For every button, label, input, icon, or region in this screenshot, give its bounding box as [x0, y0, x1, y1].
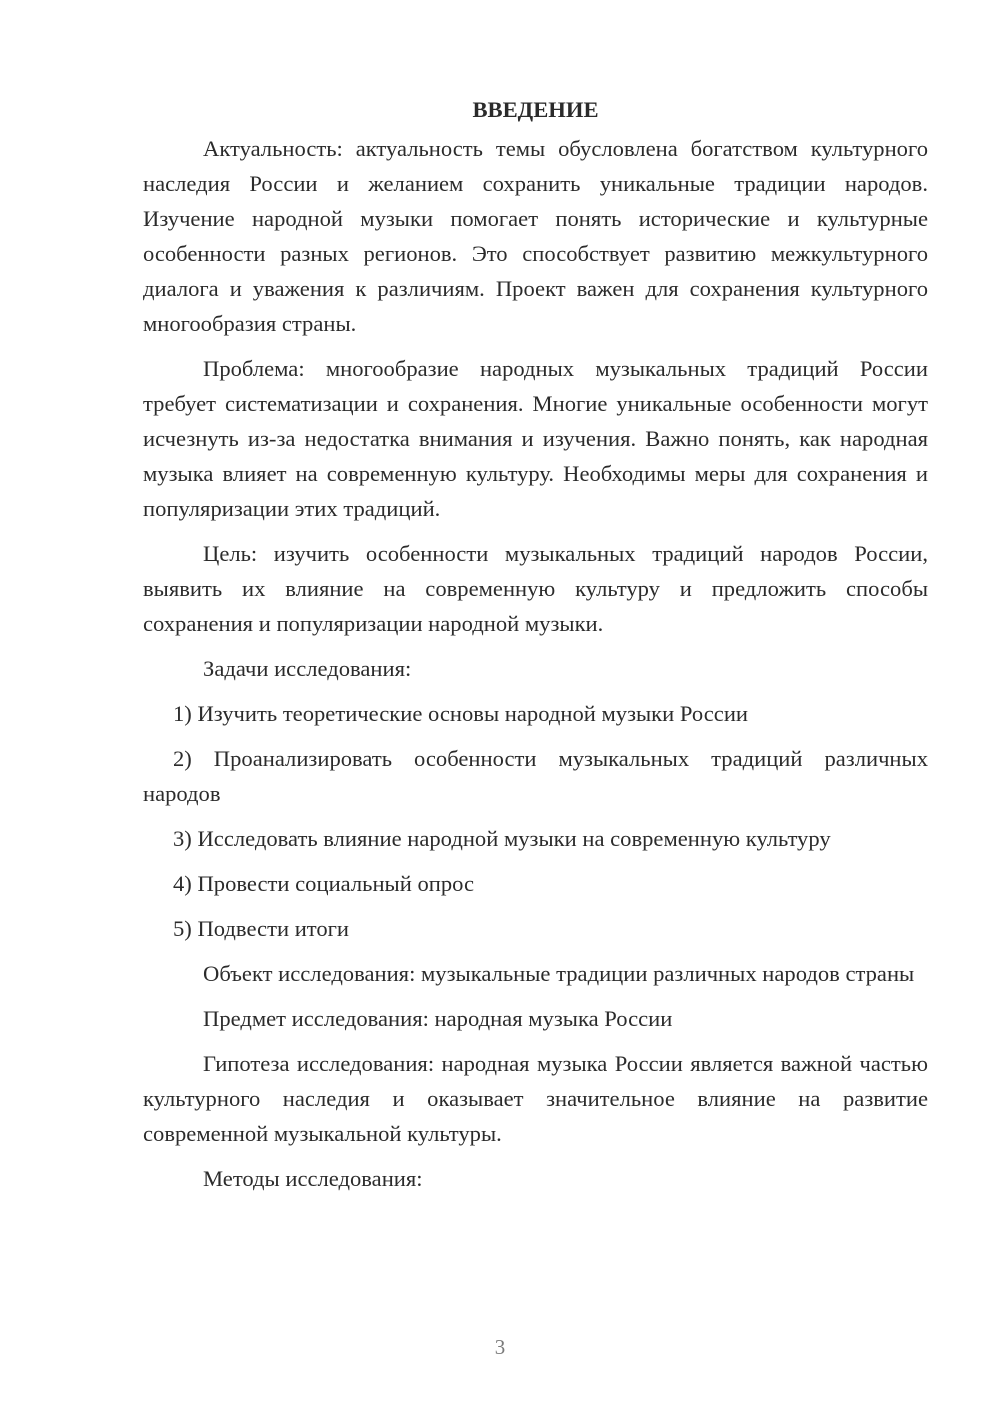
page-content — [143, 92, 928, 1206]
list-item: 5) Подвести итоги — [173, 916, 350, 941]
relevance-paragraph: Актуальность: актуальность темы обусловлена богатством культурного наследия России и желанием сохранить уникальные традиции народов. Изучение народной музыки помогает понять исторические и культурные особенности разных регионов. Это способствует развитию межкультурного диалога и уважения к различиям. Проект важен для сохранения культурного многообразия страны. — [143, 136, 928, 336]
page-number: 3 — [494, 1335, 506, 1359]
list-item: 2) Проанализировать особенности музыкальных традиций различных народов — [143, 746, 928, 806]
methods-heading: Методы исследования: — [203, 1166, 423, 1191]
list-item: 4) Провести социальный опрос — [173, 871, 475, 896]
hypothesis-paragraph: Гипотеза исследования: народная музыка России является важной частью культурного наследия и оказывает значительное влияние на развитие современной музыкальной культуры. — [143, 1051, 928, 1146]
goal-paragraph: Цель: изучить особенности музыкальных традиций народов России, выявить их влияние на современную культуру и предложить способы сохранения и популяризации народной музыки. — [143, 541, 928, 636]
object-paragraph: Объект исследования: музыкальные традиции различных народов страны — [203, 961, 915, 986]
list-item: 3) Исследовать влияние народной музыки на современную культуру — [173, 826, 831, 851]
subject-paragraph: Предмет исследования: народная музыка России — [203, 1006, 673, 1031]
problem-paragraph: Проблема: многообразие народных музыкальных традиций России требует систематизации и сохранения. Многие уникальные особенности могут исчезнуть из-за недостатка внимания и изучения. Важно понять, как народная музыка влияет на современную культуру. Необходимы меры для сохранения и популяризации этих традиций. — [143, 356, 928, 521]
list-item: 1) Изучить теоретические основы народной музыки России — [173, 701, 749, 726]
tasks-heading: Задачи исследования: — [203, 656, 412, 681]
section-title: ВВЕДЕНИЕ — [472, 97, 599, 122]
tasks-list — [143, 696, 928, 946]
